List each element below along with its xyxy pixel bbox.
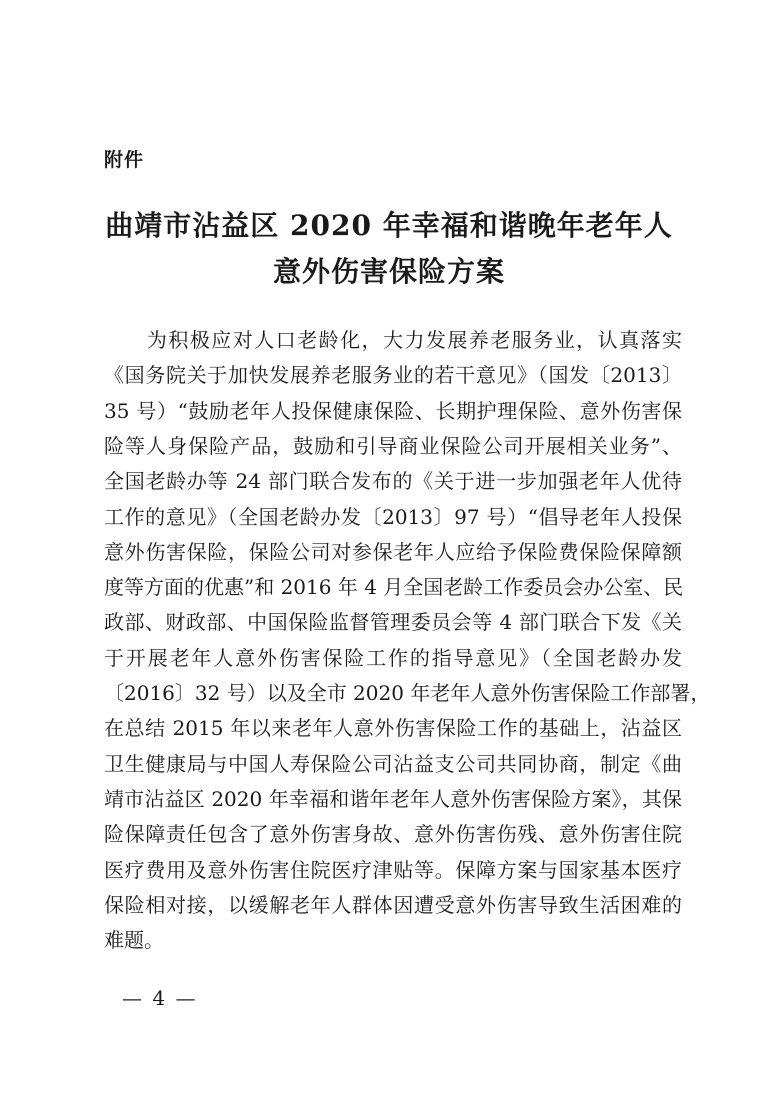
body-line: 政部、财政部、中国保险监督管理委员会等 4 部门联合下发《关	[104, 610, 682, 635]
body-line: 《国务院关于加快发展养老服务业的若干意见》（国发〔2013〕	[104, 363, 682, 388]
page-number: — 4 —	[122, 986, 198, 1010]
body-line: 在总结 2015 年以来老年人意外伤害保险工作的基础上，沾益区	[104, 716, 682, 741]
body-line: 全国老龄办等 24 部门联合发布的《关于进一步加强老年人优待	[104, 469, 682, 494]
document-title-line-1: 曲靖市沾益区 2020 年幸福和谐晚年老年人	[105, 209, 673, 242]
body-line: 意外伤害保险，保险公司对参保老年人应给予保险费保险保障额	[104, 539, 682, 564]
body-line: 靖市沾益区 2020 年幸福和谐年老年人意外伤害保险方案》，其保	[104, 786, 682, 811]
body-line: 险保障责任包含了意外伤害身故、意外伤害伤残、意外伤害住院	[104, 822, 682, 847]
attachment-label: 附件	[104, 149, 145, 171]
body-line: 工作的意见》（全国老龄办发〔2013〕97 号）“倡导老年人投保	[104, 504, 682, 529]
body-line: 度等方面的优惠”和 2016 年 4 月全国老龄工作委员会办公室、民	[104, 575, 684, 600]
document-title-line-2: 意外伤害保险方案	[272, 255, 505, 288]
body-line: 于开展老年人意外伤害保险工作的指导意见》（全国老龄办发	[104, 645, 682, 670]
body-line: 医疗费用及意外伤害住院医疗津贴等。保障方案与国家基本医疗	[104, 857, 682, 882]
body-line: 保险相对接，以缓解老年人群体因遭受意外伤害导致生活困难的	[104, 892, 682, 917]
body-line: 35 号）“鼓励老年人投保健康保险、长期护理保险、意外伤害保	[104, 398, 682, 423]
body-line: 卫生健康局与中国人寿保险公司沾益支公司共同协商，制定《曲	[104, 751, 682, 776]
body-line: 险等人身保险产品，鼓励和引导商业保险公司开展相关业务”、	[104, 433, 682, 458]
body-line: 为积极应对人口老龄化，大力发展养老服务业，认真落实	[104, 328, 682, 352]
body-line: 〔2016〕32 号）以及全市 2020 年老年人意外伤害保险工作部署，	[104, 681, 711, 705]
body-line: 难题。	[104, 928, 164, 953]
